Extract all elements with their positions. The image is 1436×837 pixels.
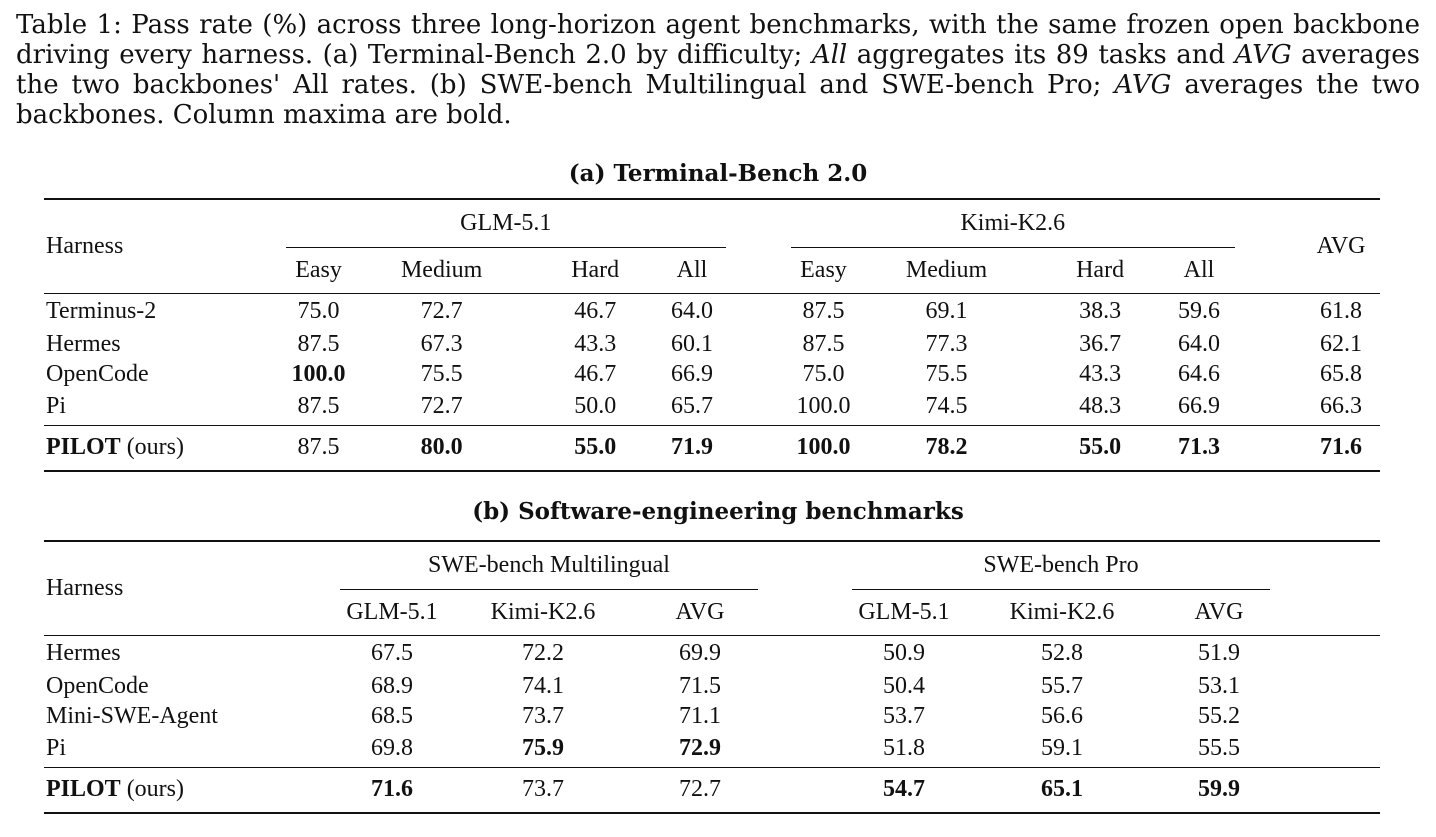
table-cell: 100.0 (291, 360, 346, 387)
gap (1235, 359, 1302, 389)
gap (1270, 767, 1380, 813)
table-cell: 56.6 (1041, 702, 1083, 729)
terminal-bench-table (44, 198, 1380, 472)
group-header-kimi: Kimi-K2.6 (791, 199, 1235, 247)
subheader: Medium (905, 256, 988, 283)
gap (1270, 671, 1380, 701)
subheader: Hard (571, 256, 620, 283)
row-label: Terminus-2 (46, 297, 157, 324)
gap (1270, 589, 1380, 635)
table-cell: 66.9 (670, 360, 713, 387)
gap (726, 247, 791, 293)
table-cell: 43.3 (574, 330, 617, 357)
subheader: AVG (1194, 598, 1244, 625)
table-cell: 71.3 (1177, 434, 1220, 461)
subheader: All (676, 256, 708, 283)
table-cell: 66.9 (1177, 393, 1220, 420)
gap (1270, 541, 1380, 589)
table-cell: 59.9 (1198, 776, 1240, 803)
caption-text: aggregates its 89 tasks and (847, 40, 1235, 70)
table-cell: 74.1 (522, 672, 564, 699)
table-cell: 65.8 (1320, 360, 1363, 387)
table-cell: 53.1 (1198, 672, 1240, 699)
row-label: OpenCode (46, 672, 149, 699)
table-cell: 65.1 (1041, 776, 1083, 803)
table-cell: 46.7 (574, 297, 617, 324)
table-cell: 38.3 (1079, 297, 1122, 324)
table-cell: 75.5 (420, 360, 463, 387)
table-cell: 55.5 (1198, 735, 1240, 762)
gap (1270, 701, 1380, 731)
subheader: All (1183, 256, 1215, 283)
table-cell: 51.8 (883, 735, 925, 762)
gap (1235, 293, 1302, 329)
gap (1270, 635, 1380, 671)
table-row (44, 359, 1380, 389)
table-cell: 75.5 (925, 360, 968, 387)
table-cell: 61.8 (1320, 297, 1363, 324)
row-label: Pi (46, 735, 67, 762)
table-cell: 51.9 (1198, 639, 1240, 666)
subheader: Easy (800, 256, 847, 283)
gap (726, 199, 791, 247)
table-row-ours (44, 425, 1380, 471)
table-cell: 46.7 (574, 360, 617, 387)
table-row (44, 731, 1380, 767)
caption-text: Table 1: Pass rate (%) across three long-horizon agent benchmarks, with the same frozen open backbone driving every harness. (a) Terminal-Bench 2.0 by difficulty; (16, 10, 1420, 70)
table-row (44, 389, 1380, 425)
table-cell: 66.3 (1320, 393, 1363, 420)
subheader: GLM-5.1 (858, 598, 950, 625)
table-cell: 59.1 (1041, 735, 1083, 762)
subheader: Hard (1076, 256, 1125, 283)
subtable-a-title: (a) Terminal-Bench 2.0 (568, 160, 868, 187)
table-cell: 62.1 (1320, 330, 1363, 357)
gap (1235, 199, 1302, 247)
table-row-ours (44, 767, 1380, 813)
gap (758, 701, 852, 731)
caption-text: averages the two backbones' All rates. (b) SWE-bench Multilingual and SWE-bench Pro; (16, 40, 1420, 100)
gap (1235, 247, 1302, 293)
table-cell: 68.5 (371, 702, 413, 729)
method-name: PILOT (46, 434, 121, 461)
table-caption (16, 10, 1420, 130)
table-cell: 64.0 (1177, 330, 1220, 357)
gap (726, 329, 791, 359)
table-row (44, 293, 1380, 329)
gap (758, 589, 852, 635)
table-cell: 72.9 (679, 735, 721, 762)
table-cell: 75.0 (297, 297, 340, 324)
harness-header: Harness (46, 574, 124, 601)
gap (726, 359, 791, 389)
table-cell: 67.3 (420, 330, 463, 357)
subheader: GLM-5.1 (346, 598, 438, 625)
gap (1235, 329, 1302, 359)
subheader: Medium (400, 256, 483, 283)
table-cell: 55.0 (574, 434, 617, 461)
table-cell: 74.5 (925, 393, 968, 420)
table-cell: 72.7 (679, 776, 721, 803)
table-cell: 67.5 (371, 639, 413, 666)
table-cell: 71.1 (679, 702, 721, 729)
subheader: Easy (295, 256, 342, 283)
gap (758, 731, 852, 767)
subtable-b-title: (b) Software-engineering benchmarks (472, 498, 964, 525)
row-label (44, 767, 340, 813)
gap (726, 293, 791, 329)
table-cell: 78.2 (925, 434, 968, 461)
table-cell: 55.2 (1198, 702, 1240, 729)
row-label: Hermes (46, 330, 121, 357)
gap (758, 635, 852, 671)
table-cell: 50.0 (574, 393, 617, 420)
caption-text: averages the two backbones. Column maxima are bold. (16, 70, 1421, 130)
table-cell: 87.5 (297, 330, 340, 357)
table-cell: 77.3 (925, 330, 968, 357)
table-cell: 73.7 (522, 702, 564, 729)
gap (726, 425, 791, 471)
table-cell: 87.5 (297, 434, 340, 461)
method-suffix: (ours) (120, 434, 185, 461)
table-cell: 50.4 (883, 672, 925, 699)
method-name: PILOT (46, 776, 121, 803)
gap (1270, 731, 1380, 767)
table-cell: 73.7 (522, 776, 564, 803)
gap (726, 389, 791, 425)
table-cell: 71.6 (1320, 434, 1363, 461)
table-cell: 60.1 (670, 330, 713, 357)
group-header-glm: GLM-5.1 (286, 199, 726, 247)
row-label: OpenCode (46, 360, 149, 387)
subheader: Kimi-K2.6 (490, 598, 596, 625)
table-cell: 43.3 (1079, 360, 1122, 387)
table-cell: 75.9 (522, 735, 564, 762)
caption-emphasis: AVG (1234, 40, 1292, 70)
subheader: Kimi-K2.6 (1009, 598, 1115, 625)
table-cell: 69.1 (925, 297, 968, 324)
table-cell: 87.5 (802, 297, 845, 324)
caption-emphasis: All (811, 40, 848, 70)
table-cell: 87.5 (802, 330, 845, 357)
gap (1235, 425, 1302, 471)
table-cell: 48.3 (1079, 393, 1122, 420)
gap (1235, 389, 1302, 425)
table-cell: 53.7 (883, 702, 925, 729)
group-header-multilingual: SWE-bench Multilingual (340, 541, 758, 589)
table-cell: 71.6 (371, 776, 413, 803)
table-cell: 71.5 (679, 672, 721, 699)
table-row (44, 671, 1380, 701)
table-cell: 100.0 (796, 393, 851, 420)
method-suffix: (ours) (120, 776, 185, 803)
row-label: Hermes (46, 639, 121, 666)
table-cell: 80.0 (420, 434, 463, 461)
row-label (44, 425, 286, 471)
table-cell: 50.9 (883, 639, 925, 666)
gap (758, 767, 852, 813)
table-row (44, 329, 1380, 359)
table-row (44, 701, 1380, 731)
table-cell: 65.7 (670, 393, 713, 420)
table-cell: 59.6 (1177, 297, 1220, 324)
table-cell: 55.7 (1041, 672, 1083, 699)
gap (758, 671, 852, 701)
table-cell: 54.7 (883, 776, 925, 803)
table-cell: 87.5 (297, 393, 340, 420)
table-cell: 55.0 (1079, 434, 1122, 461)
table-cell: 69.9 (679, 639, 721, 666)
table-cell: 36.7 (1079, 330, 1122, 357)
table-cell: 75.0 (802, 360, 845, 387)
table-cell: 64.6 (1177, 360, 1220, 387)
row-label: Pi (46, 393, 67, 420)
caption-emphasis: AVG (1114, 70, 1172, 100)
swe-bench-table (44, 540, 1380, 814)
table-cell: 69.8 (371, 735, 413, 762)
row-label: Mini-SWE-Agent (46, 702, 218, 729)
gap (758, 541, 852, 589)
table-cell: 71.9 (670, 434, 713, 461)
table-cell: 68.9 (371, 672, 413, 699)
subheader: AVG (675, 598, 725, 625)
group-header-pro: SWE-bench Pro (852, 541, 1270, 589)
table-cell: 100.0 (796, 434, 851, 461)
table-cell: 72.2 (522, 639, 564, 666)
table-row (44, 635, 1380, 671)
harness-header: Harness (46, 232, 124, 259)
table-cell: 52.8 (1041, 639, 1083, 666)
table-cell: 64.0 (670, 297, 713, 324)
table-cell: 72.7 (420, 393, 463, 420)
table-cell: 72.7 (420, 297, 463, 324)
avg-header: AVG (1316, 232, 1366, 259)
